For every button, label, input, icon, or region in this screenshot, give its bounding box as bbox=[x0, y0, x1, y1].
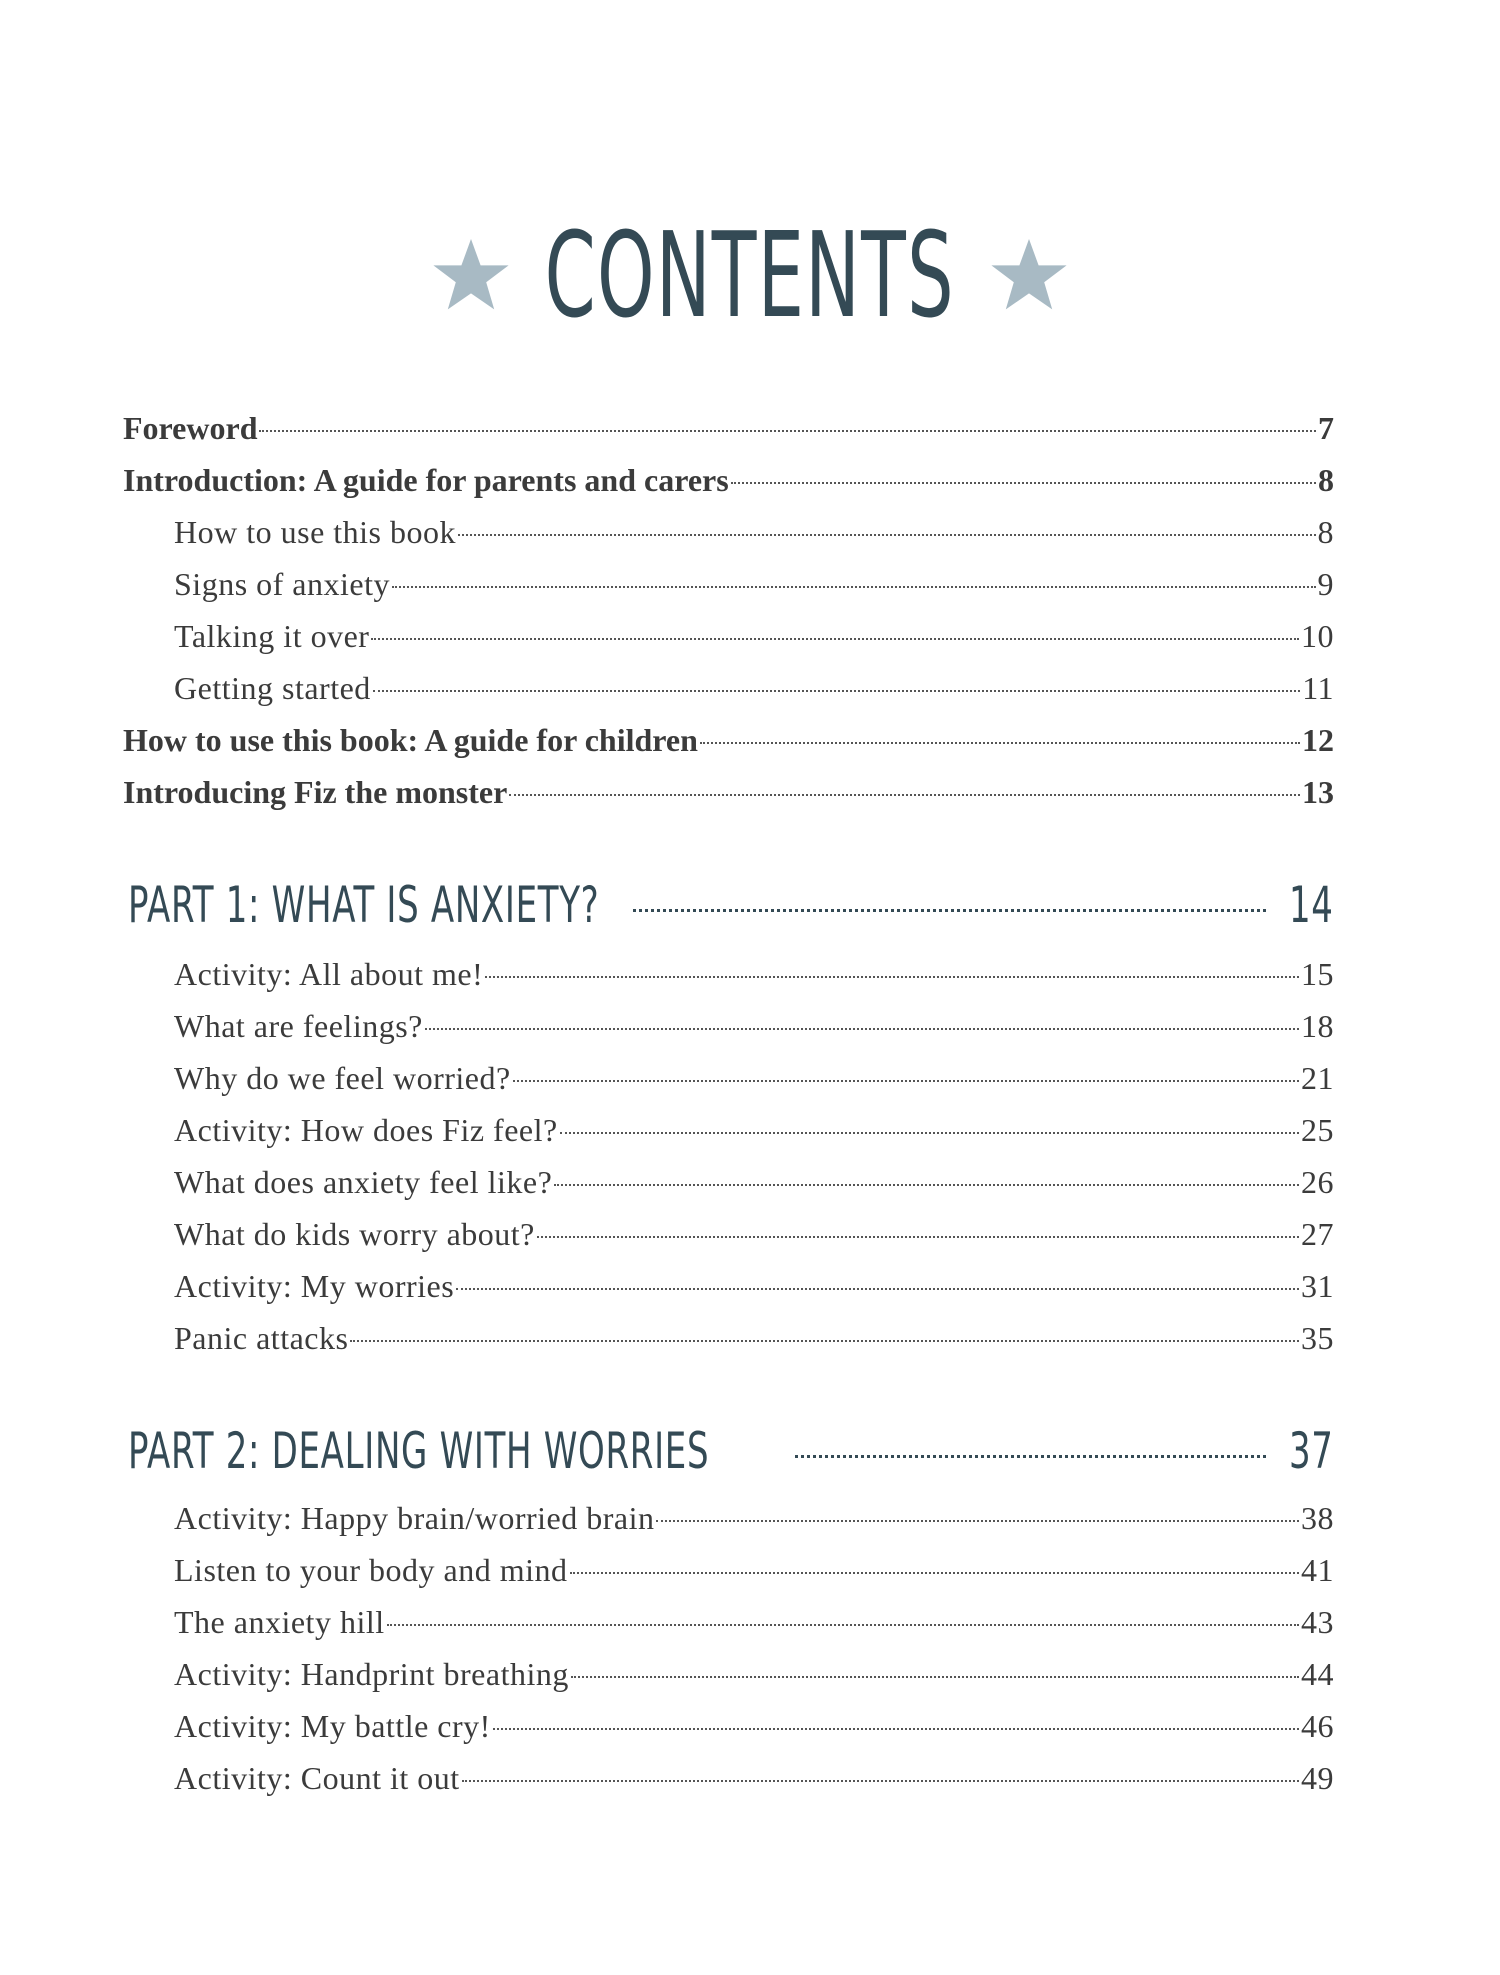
toc-entry-page: 12 bbox=[1302, 722, 1334, 758]
dot-leader bbox=[462, 1780, 1299, 1782]
toc-entry[interactable] bbox=[174, 1268, 1334, 1316]
toc-entry-page: 7 bbox=[1318, 410, 1334, 446]
toc-entry-label: Activity: Happy brain/worried brain bbox=[174, 1500, 655, 1536]
toc-entry-label: How to use this book bbox=[174, 514, 456, 550]
toc-entry-label: Panic attacks bbox=[174, 1320, 349, 1356]
dot-leader bbox=[392, 586, 1316, 588]
dot-leader bbox=[458, 534, 1316, 536]
toc-entry-page: 25 bbox=[1301, 1112, 1334, 1148]
toc-entry-label: Activity: Handprint breathing bbox=[174, 1656, 569, 1692]
toc-entry-page: 31 bbox=[1301, 1268, 1334, 1304]
toc-entry-label: Talking it over bbox=[174, 618, 370, 654]
toc-entry[interactable] bbox=[174, 618, 1334, 666]
part-heading-label: PART 1: WHAT IS ANXIETY? bbox=[128, 876, 600, 934]
toc-entry-page: 15 bbox=[1301, 956, 1334, 992]
dot-leader bbox=[554, 1184, 1299, 1186]
toc-entry-page: 10 bbox=[1301, 618, 1334, 654]
toc-entry-label: Getting started bbox=[174, 670, 371, 706]
dot-leader bbox=[493, 1728, 1299, 1730]
toc-entry[interactable] bbox=[174, 1656, 1334, 1704]
dot-leader bbox=[387, 1624, 1299, 1626]
toc-entry[interactable] bbox=[174, 670, 1334, 718]
toc-entry-label: Signs of anxiety bbox=[174, 566, 390, 602]
dot-leader bbox=[570, 1572, 1299, 1574]
toc-entry[interactable] bbox=[174, 1552, 1334, 1600]
toc-entry-label: What are feelings? bbox=[174, 1008, 423, 1044]
toc-entry-label: Activity: All about me! bbox=[174, 956, 484, 992]
toc-entry-label: How to use this book: A guide for children bbox=[123, 722, 698, 758]
toc-entry[interactable] bbox=[174, 1164, 1334, 1212]
toc-entry[interactable] bbox=[174, 1708, 1334, 1756]
star-icon bbox=[431, 235, 511, 315]
toc-entry-label: What do kids worry about? bbox=[174, 1216, 535, 1252]
dot-leader bbox=[731, 482, 1316, 484]
toc-entry-page: 46 bbox=[1301, 1708, 1334, 1744]
toc-entry-page: 11 bbox=[1302, 670, 1334, 706]
toc-entry[interactable] bbox=[174, 1500, 1334, 1548]
toc-entry-page: 18 bbox=[1301, 1008, 1334, 1044]
dot-leader bbox=[700, 742, 1300, 744]
dot-leader bbox=[560, 1132, 1299, 1134]
toc-entry-page: 9 bbox=[1317, 566, 1334, 602]
toc-entry-page: 35 bbox=[1301, 1320, 1334, 1356]
toc-entry[interactable] bbox=[174, 1112, 1334, 1160]
toc-entry-label: Foreword bbox=[123, 410, 258, 446]
toc-entry-page: 38 bbox=[1301, 1500, 1334, 1536]
toc-entry-page: 13 bbox=[1302, 774, 1334, 810]
dot-leader bbox=[259, 430, 1316, 432]
star-icon bbox=[989, 235, 1069, 315]
part-heading-page: 37 bbox=[1289, 1422, 1334, 1480]
dot-leader bbox=[795, 1455, 1267, 1458]
dot-leader bbox=[656, 1520, 1299, 1522]
dot-leader bbox=[513, 1080, 1299, 1082]
toc-entry[interactable] bbox=[174, 1604, 1334, 1652]
dot-leader bbox=[456, 1288, 1299, 1290]
dot-leader bbox=[537, 1236, 1299, 1238]
toc-entry-page: 49 bbox=[1301, 1760, 1334, 1796]
toc-entry-label: Introduction: A guide for parents and carers bbox=[123, 462, 729, 498]
part-heading[interactable] bbox=[128, 876, 1334, 938]
part-heading-label: PART 2: DEALING WITH WORRIES bbox=[128, 1422, 710, 1480]
toc-entry[interactable] bbox=[123, 722, 1334, 770]
dot-leader bbox=[350, 1340, 1299, 1342]
dot-leader bbox=[373, 690, 1300, 692]
toc-entry-page: 21 bbox=[1301, 1060, 1334, 1096]
toc-entry[interactable] bbox=[174, 1216, 1334, 1264]
part-heading-page: 14 bbox=[1289, 876, 1334, 934]
toc-entry-page: 44 bbox=[1301, 1656, 1334, 1692]
toc-entry[interactable] bbox=[174, 1008, 1334, 1056]
toc-entry[interactable] bbox=[123, 462, 1334, 510]
toc-entry[interactable] bbox=[123, 774, 1334, 822]
toc-entry[interactable] bbox=[174, 1760, 1334, 1808]
toc-entry-page: 41 bbox=[1301, 1552, 1334, 1588]
toc-entry-page: 27 bbox=[1301, 1216, 1334, 1252]
dot-leader bbox=[371, 638, 1299, 640]
toc-entry-label: Activity: How does Fiz feel? bbox=[174, 1112, 558, 1148]
page-title: CONTENTS bbox=[544, 206, 956, 344]
toc-entry-label: What does anxiety feel like? bbox=[174, 1164, 553, 1200]
toc-entry[interactable] bbox=[174, 566, 1334, 614]
toc-entry-page: 8 bbox=[1318, 462, 1334, 498]
toc-entry[interactable] bbox=[174, 956, 1334, 1004]
toc-entry[interactable] bbox=[174, 1060, 1334, 1108]
toc-entry-page: 8 bbox=[1317, 514, 1334, 550]
part-heading[interactable] bbox=[128, 1422, 1334, 1484]
dot-leader bbox=[633, 909, 1266, 912]
dot-leader bbox=[485, 976, 1299, 978]
toc-entry-label: The anxiety hill bbox=[174, 1604, 385, 1640]
toc-entry[interactable] bbox=[123, 410, 1334, 458]
toc-entry-label: Activity: Count it out bbox=[174, 1760, 460, 1796]
toc-entry-label: Why do we feel worried? bbox=[174, 1060, 511, 1096]
dot-leader bbox=[509, 794, 1300, 796]
title-block bbox=[0, 205, 1500, 345]
dot-leader bbox=[425, 1028, 1299, 1030]
toc-entry-label: Listen to your body and mind bbox=[174, 1552, 568, 1588]
toc-entry[interactable] bbox=[174, 1320, 1334, 1368]
toc-entry-label: Activity: My worries bbox=[174, 1268, 455, 1304]
toc-entry[interactable] bbox=[174, 514, 1334, 562]
dot-leader bbox=[571, 1676, 1299, 1678]
toc-entry-label: Introducing Fiz the monster bbox=[123, 774, 508, 810]
toc-entry-label: Activity: My battle cry! bbox=[174, 1708, 491, 1744]
toc-entry-page: 43 bbox=[1301, 1604, 1334, 1640]
toc-entry-page: 26 bbox=[1301, 1164, 1334, 1200]
